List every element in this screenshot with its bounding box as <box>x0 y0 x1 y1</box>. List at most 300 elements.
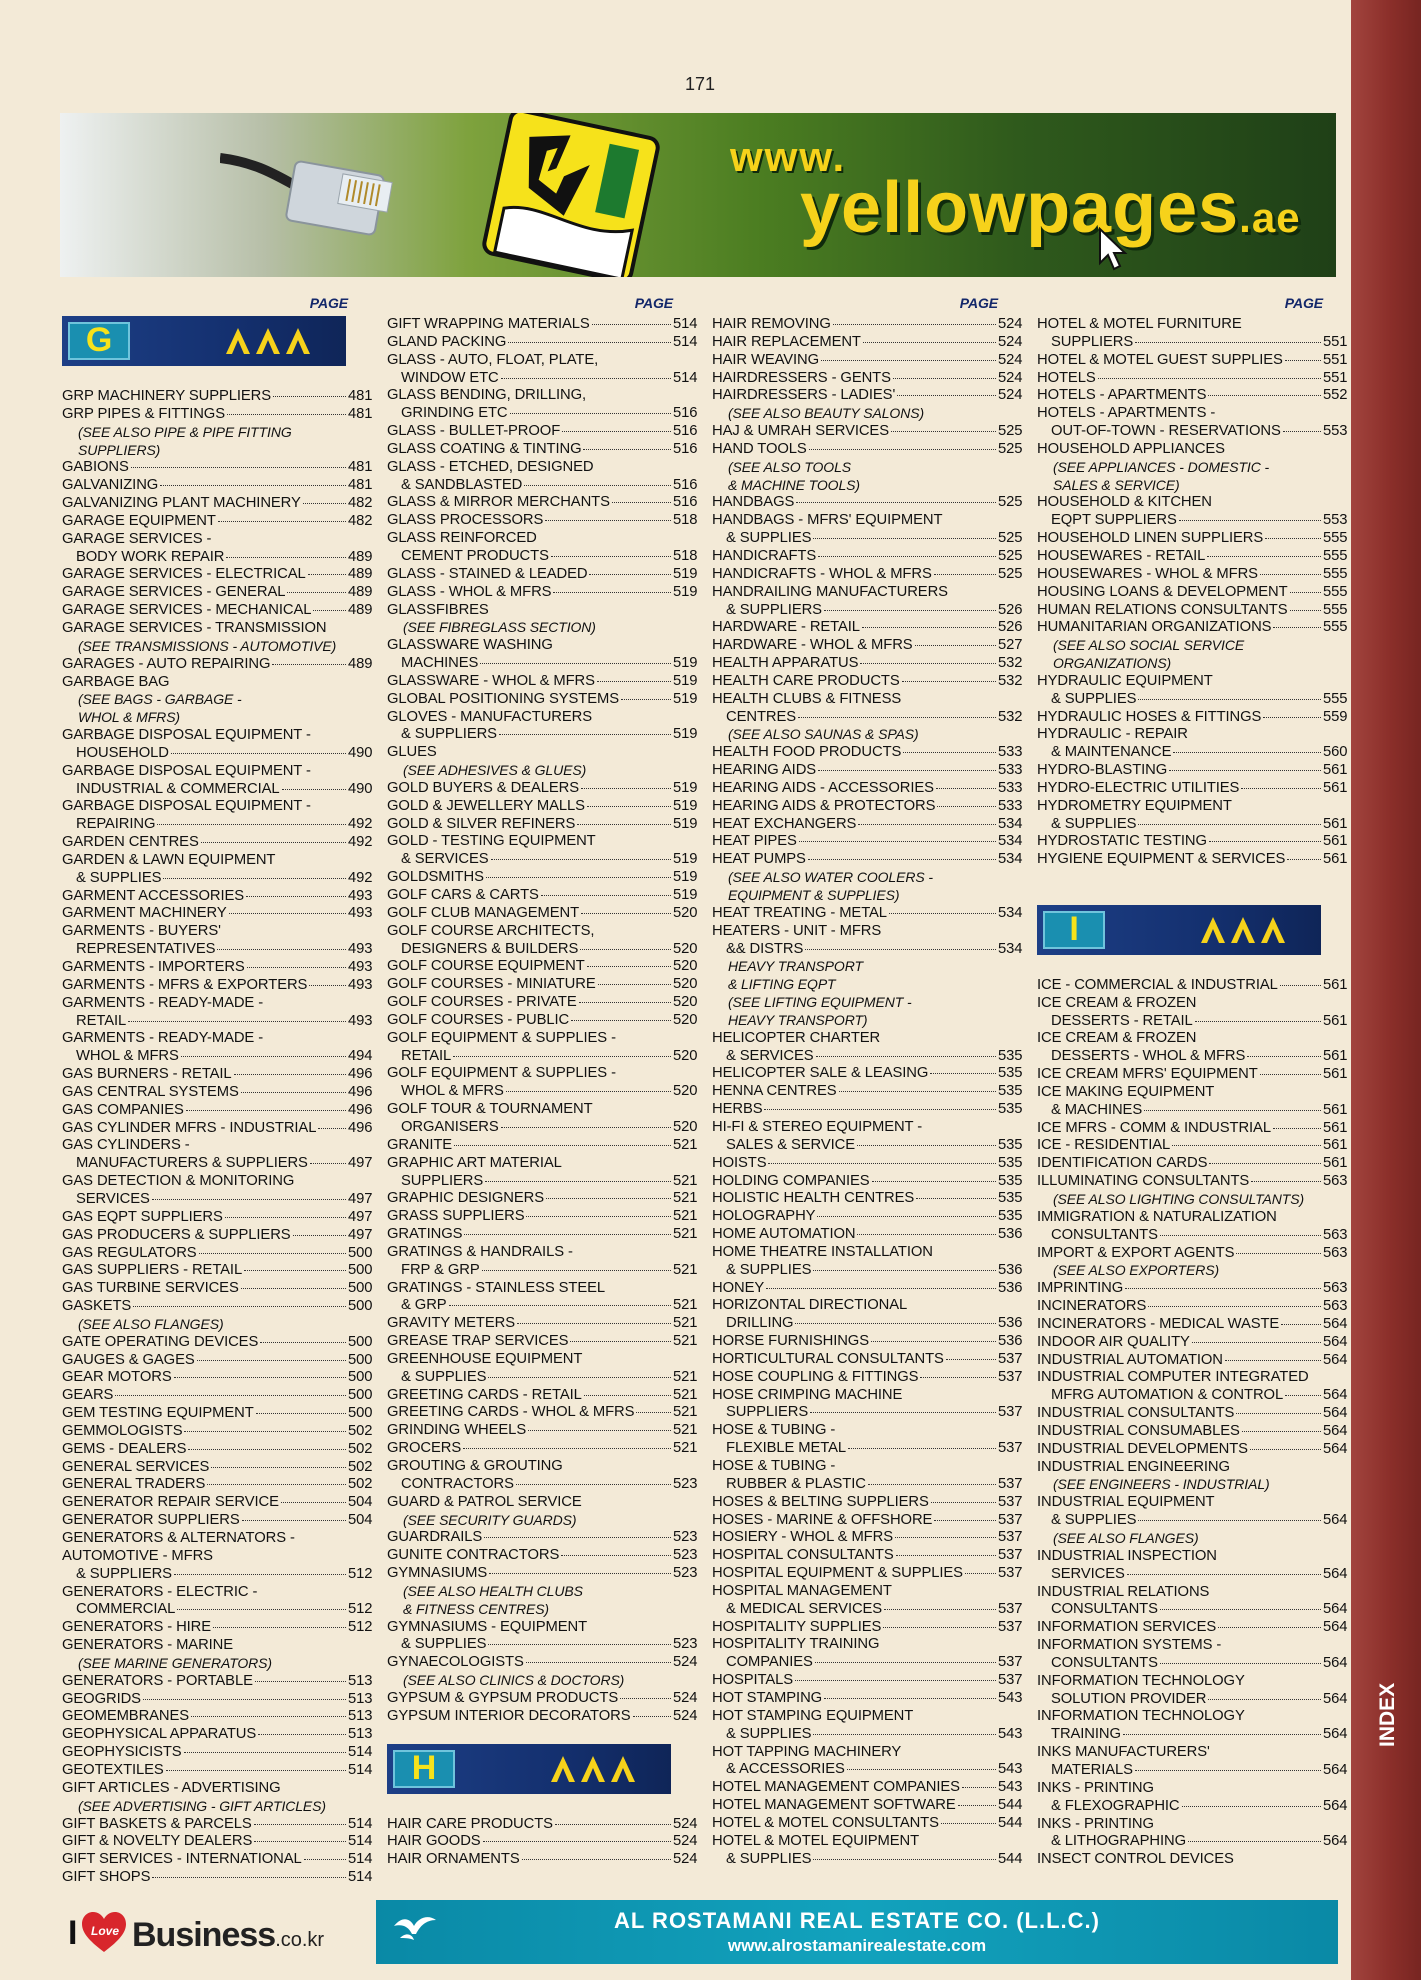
index-heading-line[interactable]: HORIZONTAL DIRECTIONAL <box>712 1297 908 1314</box>
index-heading-line[interactable]: INDUSTRIAL COMPUTER INTEGRATED <box>1037 1369 1309 1386</box>
index-heading-line[interactable]: ICE CREAM & FROZEN <box>1037 1030 1197 1047</box>
index-entry[interactable] <box>62 1387 372 1405</box>
index-entry[interactable] <box>1037 1048 1347 1066</box>
index-entry[interactable] <box>712 1351 1022 1369</box>
index-entry[interactable] <box>387 1083 697 1101</box>
index-entry[interactable] <box>387 423 697 441</box>
index-entry[interactable] <box>712 566 1022 584</box>
index-entry[interactable] <box>712 316 1022 334</box>
index-entry[interactable] <box>62 977 372 995</box>
index-entry[interactable] <box>1037 1691 1347 1709</box>
index-heading-line[interactable]: GRATINGS - STAINLESS STEEL <box>387 1279 606 1296</box>
index-entry[interactable] <box>1037 1798 1347 1816</box>
index-heading-line[interactable]: HI-FI & STEREO EQUIPMENT - <box>712 1118 923 1135</box>
index-entry[interactable] <box>62 1512 372 1530</box>
index-entry[interactable] <box>712 334 1022 352</box>
index-entry[interactable] <box>1037 1566 1347 1584</box>
index-heading-line[interactable]: INKS - PRINTING <box>1037 1779 1154 1796</box>
index-entry[interactable] <box>62 1566 372 1584</box>
index-heading-line[interactable]: ICE CREAM & FROZEN <box>1037 994 1197 1011</box>
index-entry[interactable] <box>62 1369 372 1387</box>
index-entry[interactable] <box>62 584 372 602</box>
index-entry[interactable] <box>712 816 1022 834</box>
index-heading-line[interactable]: GOLF COURSE ARCHITECTS, <box>387 922 595 939</box>
index-entry[interactable] <box>1037 334 1347 352</box>
ad-website-link[interactable]: www.alrostamanirealestate.com <box>727 1936 987 1955</box>
index-entry[interactable] <box>387 566 697 584</box>
index-entry[interactable] <box>712 1726 1022 1744</box>
index-heading-line[interactable]: GRAPHIC ART MATERIAL <box>387 1154 562 1171</box>
index-entry[interactable] <box>387 816 697 834</box>
index-entry[interactable] <box>62 781 372 799</box>
index-entry[interactable] <box>712 673 1022 691</box>
index-entry[interactable] <box>712 637 1022 655</box>
index-heading-line[interactable]: HOME THEATRE INSTALLATION <box>712 1243 933 1260</box>
index-entry[interactable] <box>62 1102 372 1120</box>
index-heading-line[interactable]: HOSPITALITY TRAINING <box>712 1636 880 1653</box>
index-entry[interactable] <box>62 656 372 674</box>
index-heading-line[interactable]: HYDRAULIC EQUIPMENT <box>1037 672 1213 689</box>
index-entry[interactable] <box>712 387 1022 405</box>
index-entry[interactable] <box>62 834 372 852</box>
index-entry[interactable] <box>712 1761 1022 1779</box>
index-heading-line[interactable]: INFORMATION TECHNOLOGY <box>1037 1708 1245 1725</box>
index-entry[interactable] <box>1037 548 1347 566</box>
index-entry[interactable] <box>1037 691 1347 709</box>
index-entry[interactable] <box>387 1208 697 1226</box>
index-heading-line[interactable]: GLASS - ETCHED, DESIGNED <box>387 458 594 475</box>
index-entry[interactable] <box>1037 387 1347 405</box>
index-entry[interactable] <box>387 1529 697 1547</box>
index-entry[interactable] <box>712 1190 1022 1208</box>
index-heading-line[interactable]: HOSE & TUBING - <box>712 1422 836 1439</box>
index-heading-line[interactable]: GYMNASIUMS - EQUIPMENT <box>387 1618 588 1635</box>
index-entry[interactable] <box>1037 780 1347 798</box>
index-entry[interactable] <box>62 1191 372 1209</box>
index-entry[interactable] <box>62 1601 372 1619</box>
index-heading-line[interactable]: HOTEL & MOTEL FURNITURE <box>1037 316 1242 332</box>
index-entry[interactable] <box>712 941 1022 959</box>
index-entry[interactable] <box>387 941 697 959</box>
index-entry[interactable] <box>387 1012 697 1030</box>
index-entry[interactable] <box>62 1352 372 1370</box>
index-entry[interactable] <box>712 530 1022 548</box>
index-entry[interactable] <box>387 1816 697 1834</box>
index-entry[interactable] <box>1037 1245 1347 1263</box>
index-entry[interactable] <box>1037 1833 1347 1851</box>
index-entry[interactable] <box>1037 584 1347 602</box>
index-entry[interactable] <box>387 1226 697 1244</box>
index-heading-line[interactable]: ICE MAKING EQUIPMENT <box>1037 1083 1215 1100</box>
index-entry[interactable] <box>387 441 697 459</box>
index-entry[interactable] <box>62 459 372 477</box>
index-entry[interactable] <box>712 655 1022 673</box>
index-heading-line[interactable]: IMMIGRATION & NATURALIZATION <box>1037 1208 1277 1225</box>
index-entry[interactable] <box>1037 744 1347 762</box>
index-heading-line[interactable]: INDUSTRIAL INSPECTION <box>1037 1547 1217 1564</box>
index-entry[interactable] <box>1037 566 1347 584</box>
index-entry[interactable] <box>1037 1352 1347 1370</box>
index-entry[interactable] <box>712 1851 1022 1869</box>
index-entry[interactable] <box>1037 833 1347 851</box>
index-entry[interactable] <box>712 352 1022 370</box>
index-heading-line[interactable]: HOTEL & MOTEL EQUIPMENT <box>712 1832 920 1849</box>
index-entry[interactable] <box>1037 1280 1347 1298</box>
index-heading-line[interactable]: HANDRAILING MANUFACTURERS <box>712 583 948 600</box>
index-entry[interactable] <box>387 477 697 495</box>
index-heading-line[interactable]: GENERATORS - ELECTRIC - <box>62 1583 258 1600</box>
index-entry[interactable] <box>62 888 372 906</box>
index-heading-line[interactable]: GLASSWARE WASHING <box>387 637 553 654</box>
index-heading-line[interactable]: HOT STAMPING EQUIPMENT <box>712 1707 914 1724</box>
index-heading-line[interactable]: HEATERS - UNIT - MFRS <box>712 922 882 939</box>
index-entry[interactable] <box>387 1851 697 1869</box>
index-entry[interactable] <box>387 798 697 816</box>
index-entry[interactable] <box>712 1476 1022 1494</box>
index-entry[interactable] <box>62 1048 372 1066</box>
index-heading-line[interactable]: GARMENTS - READY-MADE - <box>62 994 264 1011</box>
index-entry[interactable] <box>1037 1441 1347 1459</box>
index-entry[interactable] <box>62 1155 372 1173</box>
index-heading-line[interactable]: GAS DETECTION & MONITORING <box>62 1173 295 1190</box>
index-entry[interactable] <box>712 1315 1022 1333</box>
index-heading-line[interactable]: HOSPITAL MANAGEMENT <box>712 1582 892 1599</box>
index-entry[interactable] <box>712 1440 1022 1458</box>
index-heading-line[interactable]: GARAGE SERVICES - <box>62 530 212 547</box>
index-entry[interactable] <box>62 1726 372 1744</box>
index-entry[interactable] <box>1037 370 1347 388</box>
index-heading-line[interactable]: GENERATORS & ALTERNATORS - <box>62 1530 295 1546</box>
index-heading-line[interactable]: INDUSTRIAL ENGINEERING <box>1037 1458 1230 1475</box>
index-entry[interactable] <box>62 1245 372 1263</box>
index-entry[interactable] <box>387 673 697 691</box>
index-entry[interactable] <box>712 780 1022 798</box>
index-entry[interactable] <box>62 513 372 531</box>
index-entry[interactable] <box>387 1315 697 1333</box>
index-entry[interactable] <box>712 548 1022 566</box>
index-heading-line[interactable]: GLASS - AUTO, FLOAT, PLATE, <box>387 351 599 368</box>
index-heading-line[interactable]: INSECT CONTROL DEVICES <box>1037 1851 1234 1868</box>
index-entry[interactable] <box>1037 1013 1347 1031</box>
index-entry[interactable] <box>62 1227 372 1245</box>
index-entry[interactable] <box>62 1423 372 1441</box>
index-entry[interactable] <box>1037 1512 1347 1530</box>
index-entry[interactable] <box>387 869 697 887</box>
index-heading-line[interactable]: GLASS REINFORCED <box>387 530 537 547</box>
index-entry[interactable] <box>62 406 372 424</box>
index-entry[interactable] <box>1037 1316 1347 1334</box>
index-entry[interactable] <box>387 370 697 388</box>
index-entry[interactable] <box>1037 977 1347 995</box>
index-entry[interactable] <box>1037 762 1347 780</box>
index-entry[interactable] <box>62 1476 372 1494</box>
index-entry[interactable] <box>62 1708 372 1726</box>
index-entry[interactable] <box>387 1476 697 1494</box>
index-entry[interactable] <box>712 1565 1022 1583</box>
index-entry[interactable] <box>387 691 697 709</box>
index-entry[interactable] <box>387 405 697 423</box>
index-heading-line[interactable]: GRATINGS & HANDRAILS - <box>387 1243 573 1260</box>
index-entry[interactable] <box>62 1673 372 1691</box>
index-heading-line[interactable]: GOLD - TESTING EQUIPMENT <box>387 833 596 850</box>
index-entry[interactable] <box>62 1691 372 1709</box>
index-entry[interactable] <box>62 602 372 620</box>
index-heading-line[interactable]: INKS MANUFACTURERS' <box>1037 1744 1210 1761</box>
index-entry[interactable] <box>712 1547 1022 1565</box>
index-entry[interactable] <box>62 1334 372 1352</box>
index-entry[interactable] <box>387 887 697 905</box>
index-entry[interactable] <box>712 798 1022 816</box>
index-entry[interactable] <box>712 1672 1022 1690</box>
index-entry[interactable] <box>712 1529 1022 1547</box>
index-entry[interactable] <box>62 1494 372 1512</box>
index-heading-line[interactable]: GARMENTS - BUYERS' <box>62 923 221 940</box>
index-heading-line[interactable]: HOUSEHOLD APPLIANCES <box>1037 440 1225 457</box>
index-heading-line[interactable]: GLASS BENDING, DRILLING, <box>387 387 587 404</box>
index-entry[interactable] <box>712 1065 1022 1083</box>
index-heading-line[interactable]: GLUES <box>387 744 437 761</box>
index-entry[interactable] <box>387 1654 697 1672</box>
index-entry[interactable] <box>387 905 697 923</box>
index-heading-line[interactable]: HYDRAULIC - REPAIR <box>1037 726 1188 743</box>
index-entry[interactable] <box>62 1869 372 1887</box>
index-entry[interactable] <box>387 994 697 1012</box>
index-entry[interactable] <box>712 851 1022 869</box>
index-entry[interactable] <box>712 1137 1022 1155</box>
index-entry[interactable] <box>712 1654 1022 1672</box>
yellowpages-banner[interactable] <box>60 113 1336 277</box>
al-rostamani-ad[interactable] <box>376 1900 1338 1964</box>
index-entry[interactable] <box>1037 1137 1347 1155</box>
index-entry[interactable] <box>62 1262 372 1280</box>
index-entry[interactable] <box>1037 1619 1347 1637</box>
index-entry[interactable] <box>387 1333 697 1351</box>
index-entry[interactable] <box>1037 1726 1347 1744</box>
index-entry[interactable] <box>62 1744 372 1762</box>
index-entry[interactable] <box>1037 1423 1347 1441</box>
index-entry[interactable] <box>62 1762 372 1780</box>
index-entry[interactable] <box>712 1048 1022 1066</box>
index-entry[interactable] <box>712 1369 1022 1387</box>
index-entry[interactable] <box>387 1833 697 1851</box>
index-heading-line[interactable]: GARAGE SERVICES - TRANSMISSION <box>62 619 327 636</box>
index-entry[interactable] <box>712 1173 1022 1191</box>
index-heading-line[interactable]: INFORMATION TECHNOLOGY <box>1037 1672 1245 1689</box>
index-entry[interactable] <box>387 334 697 352</box>
index-entry[interactable] <box>1037 619 1347 637</box>
index-heading-line[interactable]: HOTELS - APARTMENTS - <box>1037 405 1216 422</box>
index-entry[interactable] <box>387 655 697 673</box>
index-entry[interactable] <box>712 1208 1022 1226</box>
index-heading-line[interactable]: HOSE CRIMPING MACHINE <box>712 1386 903 1403</box>
index-entry[interactable] <box>712 494 1022 512</box>
index-entry[interactable] <box>1037 530 1347 548</box>
index-entry[interactable] <box>712 833 1022 851</box>
index-entry[interactable] <box>712 1494 1022 1512</box>
index-entry[interactable] <box>387 726 697 744</box>
index-entry[interactable] <box>387 316 697 334</box>
index-entry[interactable] <box>712 1815 1022 1833</box>
index-entry[interactable] <box>1037 709 1347 727</box>
index-entry[interactable] <box>387 1387 697 1405</box>
index-heading-line[interactable]: HOSE & TUBING - <box>712 1458 836 1474</box>
index-entry[interactable] <box>62 1084 372 1102</box>
index-heading-line[interactable]: INKS - PRINTING <box>1037 1815 1154 1832</box>
index-entry[interactable] <box>712 423 1022 441</box>
index-heading-line[interactable]: GARBAGE DISPOSAL EQUIPMENT - <box>62 798 311 815</box>
index-entry[interactable] <box>62 870 372 888</box>
index-entry[interactable] <box>62 959 372 977</box>
index-heading-line[interactable]: GARBAGE DISPOSAL EQUIPMENT - <box>62 762 311 779</box>
index-entry[interactable] <box>387 512 697 530</box>
index-entry[interactable] <box>387 548 697 566</box>
index-heading-line[interactable]: AUTOMOTIVE - MFRS <box>62 1547 213 1564</box>
index-entry[interactable] <box>1037 602 1347 620</box>
index-entry[interactable] <box>1037 1066 1347 1084</box>
index-entry[interactable] <box>62 477 372 495</box>
index-entry[interactable] <box>387 1708 697 1726</box>
index-entry[interactable] <box>387 1565 697 1583</box>
index-entry[interactable] <box>1037 1387 1347 1405</box>
index-entry[interactable] <box>62 1816 372 1834</box>
index-entry[interactable] <box>712 1226 1022 1244</box>
index-heading-line[interactable]: GENERATORS - MARINE <box>62 1637 234 1654</box>
index-entry[interactable] <box>712 762 1022 780</box>
index-entry[interactable] <box>1037 816 1347 834</box>
index-entry[interactable] <box>1037 1655 1347 1673</box>
index-entry[interactable] <box>62 388 372 406</box>
index-entry[interactable] <box>1037 1173 1347 1191</box>
index-entry[interactable] <box>62 1209 372 1227</box>
index-heading-line[interactable]: HYDROMETRY EQUIPMENT <box>1037 797 1232 814</box>
index-entry[interactable] <box>62 745 372 763</box>
index-entry[interactable] <box>1037 423 1347 441</box>
index-entry[interactable] <box>62 941 372 959</box>
index-entry[interactable] <box>387 1137 697 1155</box>
index-entry[interactable] <box>712 1280 1022 1298</box>
index-heading-line[interactable]: HOT TAPPING MACHINERY <box>712 1743 902 1760</box>
index-entry[interactable] <box>387 976 697 994</box>
index-entry[interactable] <box>1037 1601 1347 1619</box>
index-entry[interactable] <box>62 905 372 923</box>
index-entry[interactable] <box>62 816 372 834</box>
index-entry[interactable] <box>387 494 697 512</box>
index-entry[interactable] <box>1037 512 1347 530</box>
index-entry[interactable] <box>62 1441 372 1459</box>
index-heading-line[interactable]: GAS CYLINDERS - <box>62 1137 190 1154</box>
index-entry[interactable] <box>387 1690 697 1708</box>
index-entry[interactable] <box>387 1422 697 1440</box>
index-entry[interactable] <box>387 1297 697 1315</box>
index-heading-line[interactable]: GARBAGE BAG <box>62 673 170 690</box>
i-love-business-logo[interactable] <box>60 1912 340 1962</box>
index-entry[interactable] <box>387 1190 697 1208</box>
index-entry[interactable] <box>712 1404 1022 1422</box>
index-entry[interactable] <box>712 1262 1022 1280</box>
index-heading-line[interactable]: GARBAGE DISPOSAL EQUIPMENT - <box>62 727 311 744</box>
index-entry[interactable] <box>712 1512 1022 1530</box>
index-entry[interactable] <box>712 1155 1022 1173</box>
index-heading-line[interactable]: INDUSTRIAL RELATIONS <box>1037 1583 1210 1600</box>
index-entry[interactable] <box>1037 1298 1347 1316</box>
index-entry[interactable] <box>712 370 1022 388</box>
index-entry[interactable] <box>712 441 1022 459</box>
index-entry[interactable] <box>387 1119 697 1137</box>
index-entry[interactable] <box>712 1690 1022 1708</box>
index-entry[interactable] <box>712 1601 1022 1619</box>
index-entry[interactable] <box>1037 1405 1347 1423</box>
index-heading-line[interactable]: GLOVES - MANUFACTURERS <box>387 708 592 725</box>
index-entry[interactable] <box>62 549 372 567</box>
index-entry[interactable] <box>712 1779 1022 1797</box>
index-entry[interactable] <box>387 958 697 976</box>
index-entry[interactable] <box>712 1101 1022 1119</box>
index-heading-line[interactable]: HOUSEHOLD & KITCHEN <box>1037 494 1212 511</box>
index-entry[interactable] <box>1037 352 1347 370</box>
index-entry[interactable] <box>62 1013 372 1031</box>
index-entry[interactable] <box>712 1333 1022 1351</box>
index-heading-line[interactable]: HELICOPTER CHARTER <box>712 1029 881 1046</box>
index-entry[interactable] <box>712 744 1022 762</box>
index-entry[interactable] <box>387 1262 697 1280</box>
index-entry[interactable] <box>1037 1102 1347 1120</box>
index-heading-line[interactable]: HANDBAGS - MFRS' EQUIPMENT <box>712 512 943 529</box>
index-entry[interactable] <box>1037 1155 1347 1173</box>
index-entry[interactable] <box>387 1404 697 1422</box>
index-entry[interactable] <box>1037 1120 1347 1138</box>
index-entry[interactable] <box>62 1405 372 1423</box>
index-entry[interactable] <box>387 1173 697 1191</box>
index-heading-line[interactable]: GOLF EQUIPMENT & SUPPLIES - <box>387 1065 616 1082</box>
index-entry[interactable] <box>712 905 1022 923</box>
index-entry[interactable] <box>1037 851 1347 869</box>
index-heading-line[interactable]: INDUSTRIAL EQUIPMENT <box>1037 1494 1215 1511</box>
index-entry[interactable] <box>712 1619 1022 1637</box>
index-entry[interactable] <box>712 619 1022 637</box>
index-heading-line[interactable]: INFORMATION SYSTEMS - <box>1037 1637 1222 1654</box>
index-entry[interactable] <box>62 1833 372 1851</box>
index-heading-line[interactable]: GIFT ARTICLES - ADVERTISING <box>62 1779 281 1796</box>
index-entry[interactable] <box>62 1280 372 1298</box>
index-entry[interactable] <box>62 566 372 584</box>
index-entry[interactable] <box>62 1851 372 1869</box>
index-entry[interactable] <box>387 1547 697 1565</box>
index-entry[interactable] <box>1037 1762 1347 1780</box>
index-entry[interactable] <box>387 1369 697 1387</box>
index-entry[interactable] <box>387 1048 697 1066</box>
index-heading-line[interactable]: GLASSFIBRES <box>387 601 489 618</box>
index-heading-line[interactable]: GOLF TOUR & TOURNAMENT <box>387 1101 593 1118</box>
index-heading-line[interactable]: GROUTING & GROUTING <box>387 1458 563 1474</box>
index-entry[interactable] <box>387 584 697 602</box>
index-entry[interactable] <box>387 1440 697 1458</box>
index-heading-line[interactable]: HEALTH CLUBS & FITNESS <box>712 690 902 707</box>
index-entry[interactable] <box>62 1120 372 1138</box>
index-entry[interactable] <box>712 602 1022 620</box>
index-entry[interactable] <box>62 1619 372 1637</box>
index-entry[interactable] <box>1037 1227 1347 1245</box>
index-heading-line[interactable]: GOLF EQUIPMENT & SUPPLIES - <box>387 1029 616 1046</box>
index-heading-line[interactable]: GUARD & PATROL SERVICE <box>387 1493 582 1510</box>
index-heading-line[interactable]: GREENHOUSE EQUIPMENT <box>387 1350 583 1367</box>
index-entry[interactable] <box>387 1636 697 1654</box>
index-entry[interactable] <box>387 780 697 798</box>
index-entry[interactable] <box>62 495 372 513</box>
index-heading-line[interactable]: GARDEN & LAWN EQUIPMENT <box>62 851 276 868</box>
index-entry[interactable] <box>387 851 697 869</box>
index-entry[interactable] <box>62 1066 372 1084</box>
index-entry[interactable] <box>62 1459 372 1477</box>
